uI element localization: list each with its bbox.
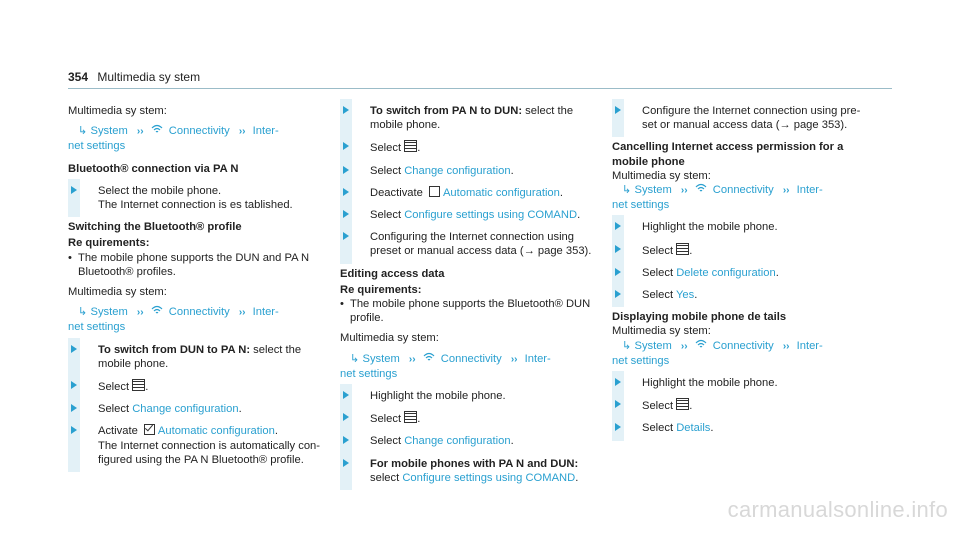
step-text: Highlight the mobile phone. — [370, 390, 506, 403]
step-text: Configuring the Internet connection using preset or manual access data (→ page 353). — [370, 231, 592, 258]
connectivity-icon — [151, 124, 163, 135]
step-text: select the mobile phone. — [370, 105, 574, 132]
step-arrow-icon — [343, 142, 349, 150]
step: Select . — [612, 398, 870, 413]
nav-net-settings[interactable]: net settings — [612, 199, 670, 212]
step — [68, 343, 326, 371]
step-arrow-icon — [343, 106, 349, 114]
menu-icon — [404, 140, 417, 152]
step: Select . — [340, 140, 598, 155]
nav-net-settings[interactable]: net settings — [68, 321, 126, 334]
step-text: select the mobile phone. — [98, 343, 302, 370]
section-heading: Displaying mobile phone de tails — [612, 311, 787, 324]
nav-net-settings[interactable]: net settings — [340, 367, 398, 380]
nav-connectivity[interactable]: Connectivity — [440, 352, 502, 365]
step-bold: To switch from PA N to DUN: — [370, 105, 523, 117]
connectivity-icon — [695, 183, 707, 194]
step-text: Select — [370, 435, 405, 448]
multimedia-system-label: Multimedia sy stem: — [612, 325, 711, 338]
step-text: Select — [642, 289, 676, 302]
nav-inter[interactable]: Inter- — [796, 339, 823, 352]
change-configuration-link[interactable]: Change configuration — [404, 164, 511, 177]
step-text: Highlight the mobile phone. — [642, 221, 778, 234]
double-chevron-icon: ›› — [136, 126, 144, 138]
checkbox-checked-icon — [144, 424, 155, 435]
step: Select Details. — [612, 421, 870, 435]
connectivity-icon — [151, 305, 163, 316]
section-heading: Cancelling Internet access permission for a mobile phone — [612, 141, 844, 168]
nav-connectivity[interactable]: Connectivity — [168, 125, 230, 138]
multimedia-system-label: Multimedia sy stem: — [612, 169, 711, 182]
change-configuration-link[interactable]: Change configuration — [132, 403, 239, 416]
nav-path — [68, 124, 326, 153]
nav-connectivity[interactable]: Connectivity — [168, 306, 230, 319]
header-rule — [68, 88, 892, 89]
step: Select Delete configuration. — [612, 266, 870, 280]
step-text: Select — [642, 266, 677, 279]
nav-connectivity[interactable]: Connectivity — [712, 339, 774, 352]
double-chevron-icon: ›› — [136, 307, 144, 319]
step-arrow-icon — [343, 436, 349, 444]
step — [612, 220, 870, 234]
step-arrow-icon — [615, 378, 621, 386]
double-chevron-icon: ›› — [238, 126, 246, 138]
page-title: Multimedia sy stem — [97, 70, 201, 84]
step-text: Select — [370, 209, 405, 222]
menu-icon — [676, 398, 689, 410]
nav-path — [612, 183, 870, 212]
step-text: Select — [98, 381, 133, 394]
arrow-icon: ↳ — [350, 352, 360, 365]
step-arrow-icon — [615, 290, 621, 298]
step-arrow-icon — [71, 381, 77, 389]
step-arrow-icon — [71, 404, 77, 412]
column-3 — [612, 104, 870, 444]
step-arrow-icon — [343, 188, 349, 196]
step-arrow-icon — [615, 245, 621, 253]
arrow-icon: ↳ — [622, 184, 632, 197]
step-arrow-icon — [343, 459, 349, 467]
step — [612, 104, 870, 132]
automatic-configuration-link[interactable]: Automatic configuration — [442, 186, 560, 199]
nav-net-settings[interactable]: net settings — [68, 140, 126, 153]
step: Select Configure settings using COMAND. — [340, 208, 598, 222]
multimedia-system-label: Multimedia sy stem: — [68, 105, 167, 117]
change-configuration-link[interactable]: Change configuration — [404, 435, 511, 448]
step-arrow-icon — [343, 232, 349, 240]
yes-link[interactable]: Yes — [676, 289, 695, 302]
step-arrow-icon — [615, 423, 621, 431]
step-arrow-icon — [343, 166, 349, 174]
step: Select Change configuration. — [340, 434, 598, 448]
step-text: Select — [642, 244, 677, 257]
double-chevron-icon: ›› — [782, 185, 790, 197]
requirements-label: Re quirements: — [340, 283, 422, 296]
step — [68, 184, 326, 212]
step-text: Deactivate — [370, 186, 426, 199]
nav-system[interactable]: System — [90, 306, 128, 319]
step-arrow-icon — [343, 391, 349, 399]
menu-icon — [404, 411, 417, 423]
step-arrow-icon — [615, 400, 621, 408]
step-arrow-icon — [343, 413, 349, 421]
nav-path — [68, 305, 326, 334]
configure-settings-comand-link[interactable]: Configure settings using COMAND — [404, 209, 578, 222]
arrow-icon: ↳ — [622, 339, 632, 352]
step — [340, 104, 598, 132]
step: Activate Automatic configuration. The Internet connection is automatically con‐ figured using the PA N Bluetooth® profile. — [68, 424, 326, 467]
step-text: Configure the Internet connection using pre‐ set or manual access data (→ page 353). — [642, 105, 861, 132]
step-arrow-icon — [615, 268, 621, 276]
section-heading: Bluetooth® connection via PA N — [68, 162, 239, 175]
step-text: Select — [642, 400, 677, 413]
step-text: Select — [370, 164, 405, 177]
nav-system[interactable]: System — [90, 125, 128, 138]
step — [340, 230, 598, 258]
connectivity-icon — [423, 352, 435, 363]
step-arrow-icon — [71, 186, 77, 194]
configure-settings-comand-link[interactable]: Configure settings using COMAND — [402, 471, 576, 484]
delete-configuration-link[interactable]: Delete configuration — [676, 266, 776, 279]
step: Select . — [612, 243, 870, 258]
step-bold: For mobile phones with PA N and DUN: — [370, 457, 579, 470]
nav-system[interactable]: System — [362, 352, 400, 365]
page-number: 354 — [68, 70, 89, 84]
details-link[interactable]: Details — [676, 422, 711, 435]
double-chevron-icon: ›› — [680, 340, 688, 352]
nav-inter[interactable]: Inter- — [524, 352, 551, 365]
step: Select . — [68, 379, 326, 394]
step-arrow-icon — [71, 426, 77, 434]
menu-icon — [676, 243, 689, 255]
step-text: Select — [370, 413, 405, 426]
double-chevron-icon: ›› — [680, 185, 688, 197]
column-1 — [68, 104, 326, 475]
step: Deactivate Automatic configuration. — [340, 186, 598, 200]
nav-system[interactable]: System — [634, 339, 672, 352]
nav-inter[interactable]: Inter- — [796, 184, 823, 197]
requirements-label: Re quirements: — [68, 237, 150, 250]
step-text: Activate — [98, 425, 141, 438]
step: Select Yes. — [612, 288, 870, 302]
step-text: Highlight the mobile phone. — [642, 377, 778, 390]
requirement-item: • The mobile phone supports the DUN and PA N Bluetooth® profiles. — [68, 251, 326, 279]
step — [612, 376, 870, 390]
step-text: Select the mobile phone. — [98, 184, 222, 197]
double-chevron-icon: ›› — [238, 307, 246, 319]
step-result: The Internet connection is automatically con‐ figured using the PA N Bluetooth® profile. — [98, 439, 321, 466]
nav-inter[interactable]: Inter- — [252, 306, 279, 319]
menu-icon — [132, 379, 145, 391]
watermark: carmanualsonline.info — [727, 497, 948, 522]
step-bold: To switch from DUN to PA N: — [98, 343, 251, 356]
page-header — [68, 70, 200, 84]
step: Select Change configuration. — [340, 164, 598, 178]
step-text: Select — [370, 142, 405, 155]
arrow-icon: ↳ — [78, 125, 88, 138]
checkbox-unchecked-icon — [429, 186, 440, 197]
step-text: Select — [98, 403, 133, 416]
nav-net-settings[interactable]: net settings — [612, 354, 670, 367]
nav-path — [340, 352, 598, 381]
section-heading: Editing access data — [340, 267, 445, 280]
nav-connectivity[interactable]: Connectivity — [712, 184, 774, 197]
step-arrow-icon — [343, 210, 349, 218]
nav-path — [612, 339, 870, 368]
column-2 — [340, 104, 598, 493]
step-arrow-icon — [71, 345, 77, 353]
step-result: The Internet connection is es tablished. — [98, 199, 293, 212]
step-arrow-icon — [615, 222, 621, 230]
connectivity-icon — [695, 339, 707, 350]
double-chevron-icon: ›› — [782, 340, 790, 352]
step: Select . — [340, 411, 598, 426]
automatic-configuration-link[interactable]: Automatic configuration — [157, 425, 275, 438]
double-chevron-icon: ›› — [408, 353, 416, 365]
nav-inter[interactable]: Inter- — [252, 125, 279, 138]
arrow-icon: ↳ — [78, 306, 88, 319]
step-arrow-icon — [615, 106, 621, 114]
multimedia-system-label: Multimedia sy stem: — [340, 332, 439, 345]
requirement-item: • The mobile phone supports the Bluetooth® DUN profile. — [340, 297, 598, 325]
nav-system[interactable]: System — [634, 184, 672, 197]
step: Select Change configuration. — [68, 402, 326, 416]
step — [340, 389, 598, 403]
step-text: select — [370, 471, 403, 484]
multimedia-system-label: Multimedia sy stem: — [68, 286, 167, 299]
step-text: Select — [642, 422, 677, 435]
step: For mobile phones with PA N and DUN: select Configure settings using COMAND. — [340, 457, 598, 485]
section-heading: Switching the Bluetooth® profile — [68, 221, 242, 234]
double-chevron-icon: ›› — [510, 353, 518, 365]
